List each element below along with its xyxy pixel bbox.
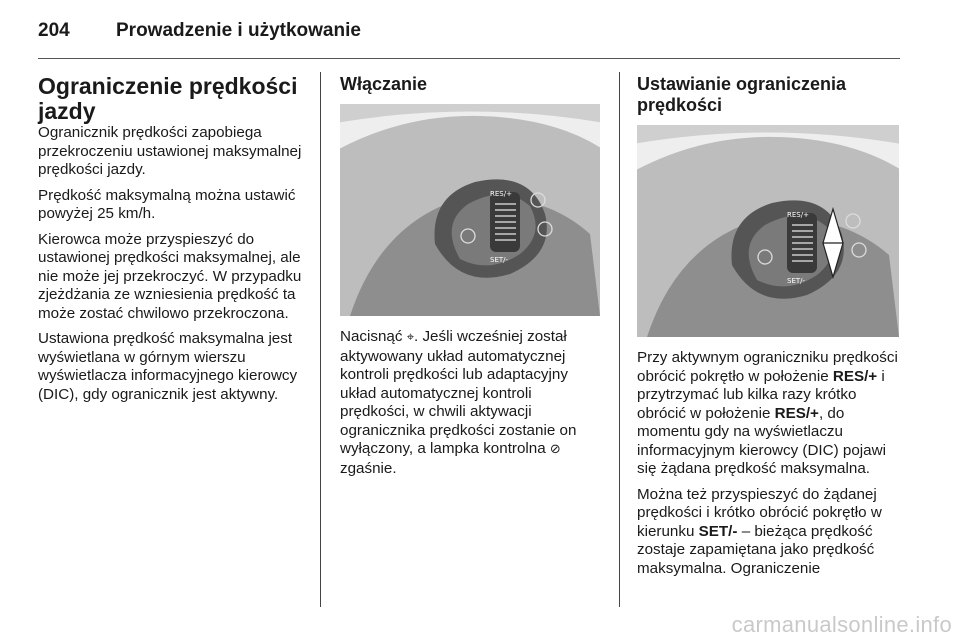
column-divider-left [320,72,321,607]
steering-wheel-illustration-thumbwheel [637,125,899,337]
paragraph-set-limit: Przy aktywnym ograniczniku prędkości obrócić pokrętło w położenie RES/+ i przytrzymać lub kilka razy krótko obrócić w położenie RES/+, do momentu gdy na wyświetlaczu informacyjnym kierowcy (DIC) pojawi się żądana prędkość maksymalna. [637,349,898,477]
speed-limiter-indicator-icon: ⊘ [549,442,561,457]
header-rule [38,58,900,59]
paragraph: Ustawiona prędkość maksymalna jest wyświetlana w górnym wierszu wyświetlacza informacyjnego kierowcy (DIC), gdy ogranicznik jest aktywny. [38,330,298,403]
speed-limiter-button-icon: ⌖ [406,330,415,345]
column-speed-limiter-intro [38,74,310,411]
steering-wheel-illustration [340,104,600,316]
section-heading-activation: Włączanie [340,74,428,94]
set-label: SET/- [787,277,806,285]
paragraph: Prędkość maksymalną można ustawić powyżej 25 km/h. [38,186,296,222]
paragraph-activation: Nacisnąć ⌖. Jeśli wcześniej został aktywowany układ automatycznej kontroli prędkości lub adaptacyjny układ automatycznej kontroli prędkości, w chwili aktywacji ogranicznika prędkości zostanie on wyłączony, a lampka kontrolna ⊘ zgaśnie. [340,328,577,477]
section-heading-setting-limit: Ustawianie ograniczenia prędkości [637,74,847,115]
page-header-title: Prowadzenie i użytkowanie [116,20,361,41]
column-divider-right [619,72,620,607]
column-activation [340,74,600,485]
paragraph: Ogranicznik prędkości zapobiega przekroczeniu ustawionej maksymalnej prędkości jazdy. [38,124,302,178]
column-setting-limit [637,74,909,585]
section-heading-speed-limiter: Ograniczenie prędkości jazdy [38,73,298,124]
paragraph-set-current-speed: Można też przyspieszyć do żądanej prędkości i krótko obrócić pokrętło w kierunku SET/- – bieżąca prędkość zostaje zapamiętana jako prędkość maksymalna. Ograniczenie [637,485,882,577]
set-label: SET/- [490,256,509,264]
watermark: carmanualsonline.info [731,612,952,637]
res-label: RES/+ [490,190,512,198]
res-label: RES/+ [787,211,809,219]
page-header [38,20,361,42]
page-number: 204 [38,20,70,41]
paragraph: Kierowca może przyspieszyć do ustawionej prędkości maksymalnej, ale nie może jej przekroczyć. W przypadku zjeżdżania ze wzniesienia prędkość ta może zostać chwilowo przekroczona. [38,230,302,322]
